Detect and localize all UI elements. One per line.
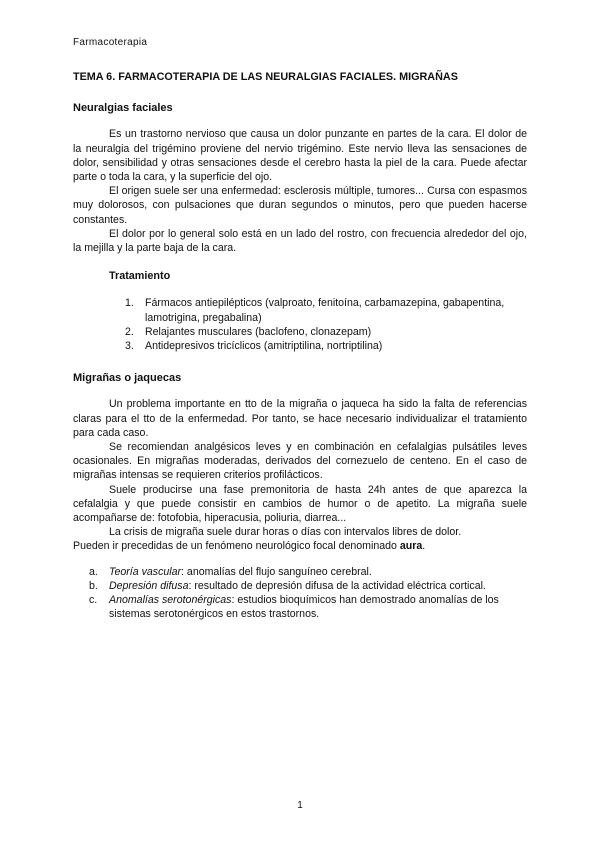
list-marker: a. (89, 565, 98, 578)
paragraph-aura (73, 539, 527, 553)
page-number: 1 (297, 800, 303, 811)
list-marker: 3. (125, 340, 134, 353)
document-body (73, 70, 527, 622)
paragraph: Se recomiendan analgésicos leves y en combinación en cefalalgias pulsátiles leves ocasionales. En migrañas moderadas, derivados del cornezuelo de centeno. En el caso de migrañas intensas se requieren criterios profilácticos. (73, 441, 527, 482)
paragraph: La crisis de migraña suele durar horas o días con intervalos libres de dolor. (109, 526, 462, 539)
list-marker: b. (89, 579, 98, 592)
theory-term: Teoría vascular (109, 565, 182, 578)
running-header: Farmacoterapia (73, 37, 148, 48)
theory-term: Anomalías serotonérgicas (109, 594, 232, 607)
list-item (73, 325, 527, 339)
list-marker: 1. (125, 297, 134, 310)
section-heading-neuralgias: Neuralgias faciales (73, 102, 173, 115)
list-item-text: Antidepresivos tricíclicos (amitriptilina, nortriptilina) (145, 340, 383, 353)
aura-period: . (422, 540, 426, 553)
section-heading-migranas: Migrañas o jaquecas (73, 372, 182, 385)
list-item (73, 565, 527, 579)
list-item-text: Fármacos antiepilépticos (valproato, fenitoína, carbamazepina, gabapentina, lamotrigina, pregabalina) (145, 297, 505, 324)
paragraph: Un problema importante en tto de la migraña o jaqueca ha sido la falta de referencias claras para el tto de la enfermedad. Por tanto, se hace necesario individualizar el tratamiento para cada caso. (73, 398, 527, 439)
list-item (73, 593, 527, 621)
theory-text: : anomalías del flujo sanguíneo cerebral. (181, 565, 372, 578)
theories-list (73, 565, 527, 622)
theory-text: : estudios bioquímicos han demostrado anomalías de los sistemas serotonérgicos en estos trastornos. (109, 594, 499, 621)
paragraph: Suele producirse una fase premonitoria de hasta 24h antes de que aparezca la cefalalgia y que puede consistir en cambios de humor o de apetito. La migraña suele acompañarse de: fotofobia, hiperacusia, poliuria, diarrea... (73, 483, 527, 525)
document-title: TEMA 6. FARMACOTERAPIA DE LAS NEURALGIAS FACIALES. MIGRAÑAS (73, 71, 458, 83)
aura-sentence: Pueden ir precedidas de un fenómeno neurológico focal denominado (73, 540, 400, 553)
aura-term: aura (399, 540, 423, 553)
paragraph: El origen suele ser una enfermedad: esclerosis múltiple, tumores... Cursa con espasmos muy dolorosos, con pulsaciones que duran segundos o minutos, pero que pueden hacerse constantes. (73, 185, 527, 226)
list-item (73, 296, 527, 324)
list-item (73, 339, 527, 353)
list-marker: 2. (125, 325, 134, 338)
paragraph: El dolor por lo general solo está en un lado del rostro, con frecuencia alrededor del ojo, la mejilla y la parte baja de la cara. (73, 227, 527, 255)
list-item-text: Relajantes musculares (baclofeno, clonazepam) (145, 325, 372, 338)
paragraph: Es un trastorno nervioso que causa un dolor punzante en partes de la cara. El dolor de la neuralgia del trigémino proviene del nervio trigémino. Este nervio lleva las sensaciones de dolor, sensibilidad y otras sensaciones desde el cerebro hasta la piel de la cara. Puede afectar parte o toda la cara, y la superficie del ojo. (73, 128, 527, 184)
list-marker: c. (89, 594, 98, 607)
treatment-list (73, 296, 527, 353)
subheading-tratamiento: Tratamiento (109, 270, 171, 283)
theory-term: Depresión difusa (109, 579, 189, 592)
theory-text: : resultado de depresión difusa de la actividad eléctrica cortical. (188, 579, 486, 592)
list-item (73, 579, 527, 593)
